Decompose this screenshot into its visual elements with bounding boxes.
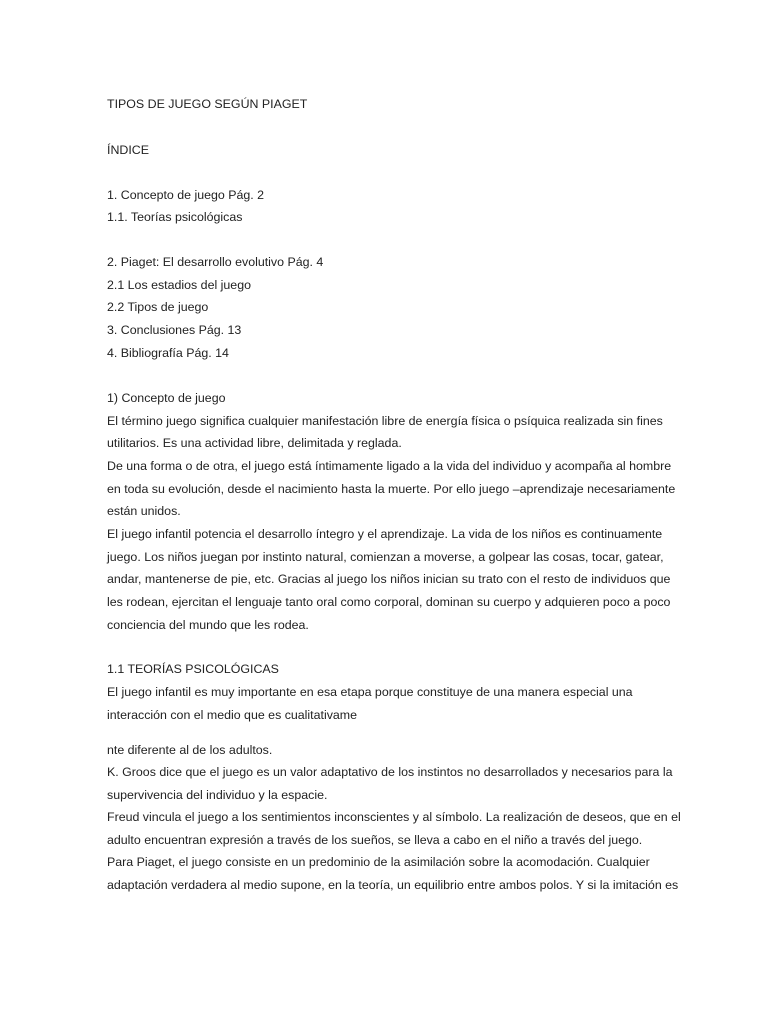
section-heading: 1.1 TEORÍAS PSICOLÓGICAS	[107, 662, 279, 676]
document-title: TIPOS DE JUEGO SEGÚN PIAGET	[107, 97, 308, 111]
body-line: El juego infantil es muy importante en esa etapa porque constituye de una manera especial una	[107, 685, 633, 699]
toc-entry: 4. Bibliografía Pág. 14	[107, 346, 229, 360]
body-line: juego. Los niños juegan por instinto natural, comienzan a moverse, a golpear las cosas, tocar, gatear,	[107, 550, 664, 564]
section-heading: 1) Concepto de juego	[107, 391, 226, 405]
body-line: les rodean, ejercitan el lenguaje tanto oral como corporal, dominan su cuerpo y adquieren poco a poco	[107, 595, 671, 609]
body-line: El juego infantil potencia el desarrollo íntegro y el aprendizaje. La vida de los niños es continuamente	[107, 527, 663, 541]
toc-entry: 2.2 Tipos de juego	[107, 300, 209, 314]
toc-entry: 3. Conclusiones Pág. 13	[107, 323, 242, 337]
body-line: nte diferente al de los adultos.	[107, 743, 273, 757]
body-line: en toda su evolución, desde el nacimiento hasta la muerte. Por ello juego –aprendizaje necesariamente	[107, 482, 676, 496]
body-line: conciencia del mundo que les rodea.	[107, 618, 309, 632]
body-line: adulto encuentran expresión a través de los sueños, se lleva a cabo en el niño a través del juego.	[107, 833, 643, 847]
body-line: andar, mantenerse de pie, etc. Gracias al juego los niños inician su trato con el resto de individuos que	[107, 572, 671, 586]
toc-entry: 2. Piaget: El desarrollo evolutivo Pág. 4	[107, 255, 324, 269]
toc-entry: 1.1. Teorías psicológicas	[107, 210, 243, 224]
body-line: están unidos.	[107, 504, 181, 518]
toc-entry: 2.1 Los estadios del juego	[107, 278, 251, 292]
body-line: utilitarios. Es una actividad libre, delimitada y reglada.	[107, 436, 402, 450]
index-heading: ÍNDICE	[107, 143, 149, 157]
body-line: K. Groos dice que el juego es un valor adaptativo de los instintos no desarrollados y necesarios para la	[107, 765, 673, 779]
body-line: adaptación verdadera al medio supone, en la teoría, un equilibrio entre ambos polos. Y si la imitación es	[107, 878, 679, 892]
body-line: Para Piaget, el juego consiste en un predominio de la asimilación sobre la acomodación. Cualquier	[107, 855, 650, 869]
body-line: interacción con el medio que es cualitativame	[107, 708, 358, 722]
body-line: Freud vincula el juego a los sentimientos inconscientes y al símbolo. La realización de deseos, que en el	[107, 810, 681, 824]
body-line: De una forma o de otra, el juego está íntimamente ligado a la vida del individuo y acompaña al hombre	[107, 459, 672, 473]
body-line: supervivencia del individuo y la espacie.	[107, 788, 328, 802]
body-line: El término juego significa cualquier manifestación libre de energía física o psíquica realizada sin fines	[107, 414, 663, 428]
toc-entry: 1. Concepto de juego Pág. 2	[107, 188, 265, 202]
